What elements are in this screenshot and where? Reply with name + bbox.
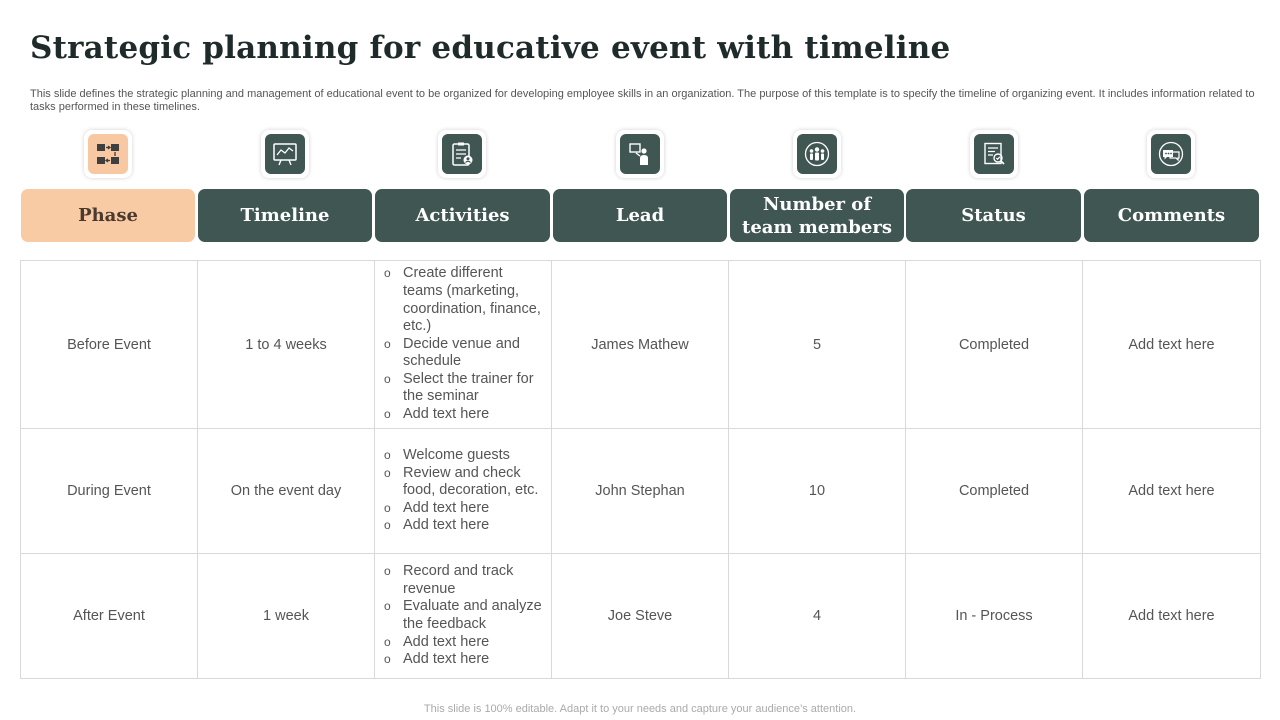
list-item: o Decide venue and schedule [383,336,545,371]
cell-members: 10 [729,429,906,554]
timeline-board-icon [272,141,298,167]
comments-icon-box [1147,130,1195,178]
phase-flow-icon [95,141,121,167]
list-item: o Add text here [383,406,545,424]
activities-list [383,265,545,423]
members-icon-box [793,130,841,178]
comments-chat-icon [1158,141,1184,167]
cell-phase: After Event [21,554,198,679]
list-item: o Welcome guests [383,447,545,465]
column-icons-row [20,130,1260,184]
status-report-icon [981,141,1007,167]
activities-list [383,563,545,669]
cell-phase: During Event [21,429,198,554]
header-lead: Lead [553,189,727,242]
table-row [21,429,1261,554]
header-phase: Phase [21,189,195,242]
activities-clipboard-icon [449,141,475,167]
list-item: o Add text here [383,500,545,518]
cell-timeline: On the event day [198,429,375,554]
team-members-icon [804,141,830,167]
header-activities: Activities [375,189,550,242]
header-comments: Comments [1084,189,1259,242]
list-item: o Review and check food, decoration, etc. [383,465,545,500]
list-item: o Add text here [383,634,545,652]
cell-phase: Before Event [21,261,198,429]
cell-comments: Add text here [1083,554,1261,679]
lead-icon-box [616,130,664,178]
lead-presenter-icon [627,141,653,167]
table-header-row [20,189,1260,243]
activities-list [383,447,545,535]
cell-status: Completed [906,429,1083,554]
cell-activities [375,554,552,679]
table-row [21,554,1261,679]
status-icon-box [970,130,1018,178]
timeline-icon-box [261,130,309,178]
phase-icon-box [84,130,132,178]
cell-lead: Joe Steve [552,554,729,679]
cell-timeline: 1 week [198,554,375,679]
cell-status: In - Process [906,554,1083,679]
activities-icon-box [438,130,486,178]
cell-comments: Add text here [1083,261,1261,429]
cell-lead: James Mathew [552,261,729,429]
cell-activities [375,429,552,554]
cell-lead: John Stephan [552,429,729,554]
table-row [21,261,1261,429]
slide-title: Strategic planning for educative event with timeline [30,30,951,66]
slide-footer: This slide is 100% editable. Adapt it to your needs and capture your audience’s attention. [423,703,857,715]
list-item: o Create different teams (marketing, coordination, finance, etc.) [383,265,545,335]
header-timeline: Timeline [198,189,372,242]
list-item: o Add text here [383,517,545,535]
cell-status: Completed [906,261,1083,429]
event-timeline-table [20,260,1261,679]
cell-comments: Add text here [1083,429,1261,554]
list-item: o Select the trainer for the seminar [383,371,545,406]
list-item: o Record and track revenue [383,563,545,598]
cell-activities [375,261,552,429]
header-status: Status [906,189,1081,242]
list-item: o Add text here [383,651,545,669]
header-team-members: Number of team members [730,189,904,242]
list-item: o Evaluate and analyze the feedback [383,598,545,633]
cell-members: 4 [729,554,906,679]
slide-description: This slide defines the strategic planning and management of educational event to be organized for developing employee skills in an organization. The purpose of this template is to specify the timeline of organizing event. It includes information related to tasks performed in these timelines. [30,88,1255,113]
cell-members: 5 [729,261,906,429]
cell-timeline: 1 to 4 weeks [198,261,375,429]
